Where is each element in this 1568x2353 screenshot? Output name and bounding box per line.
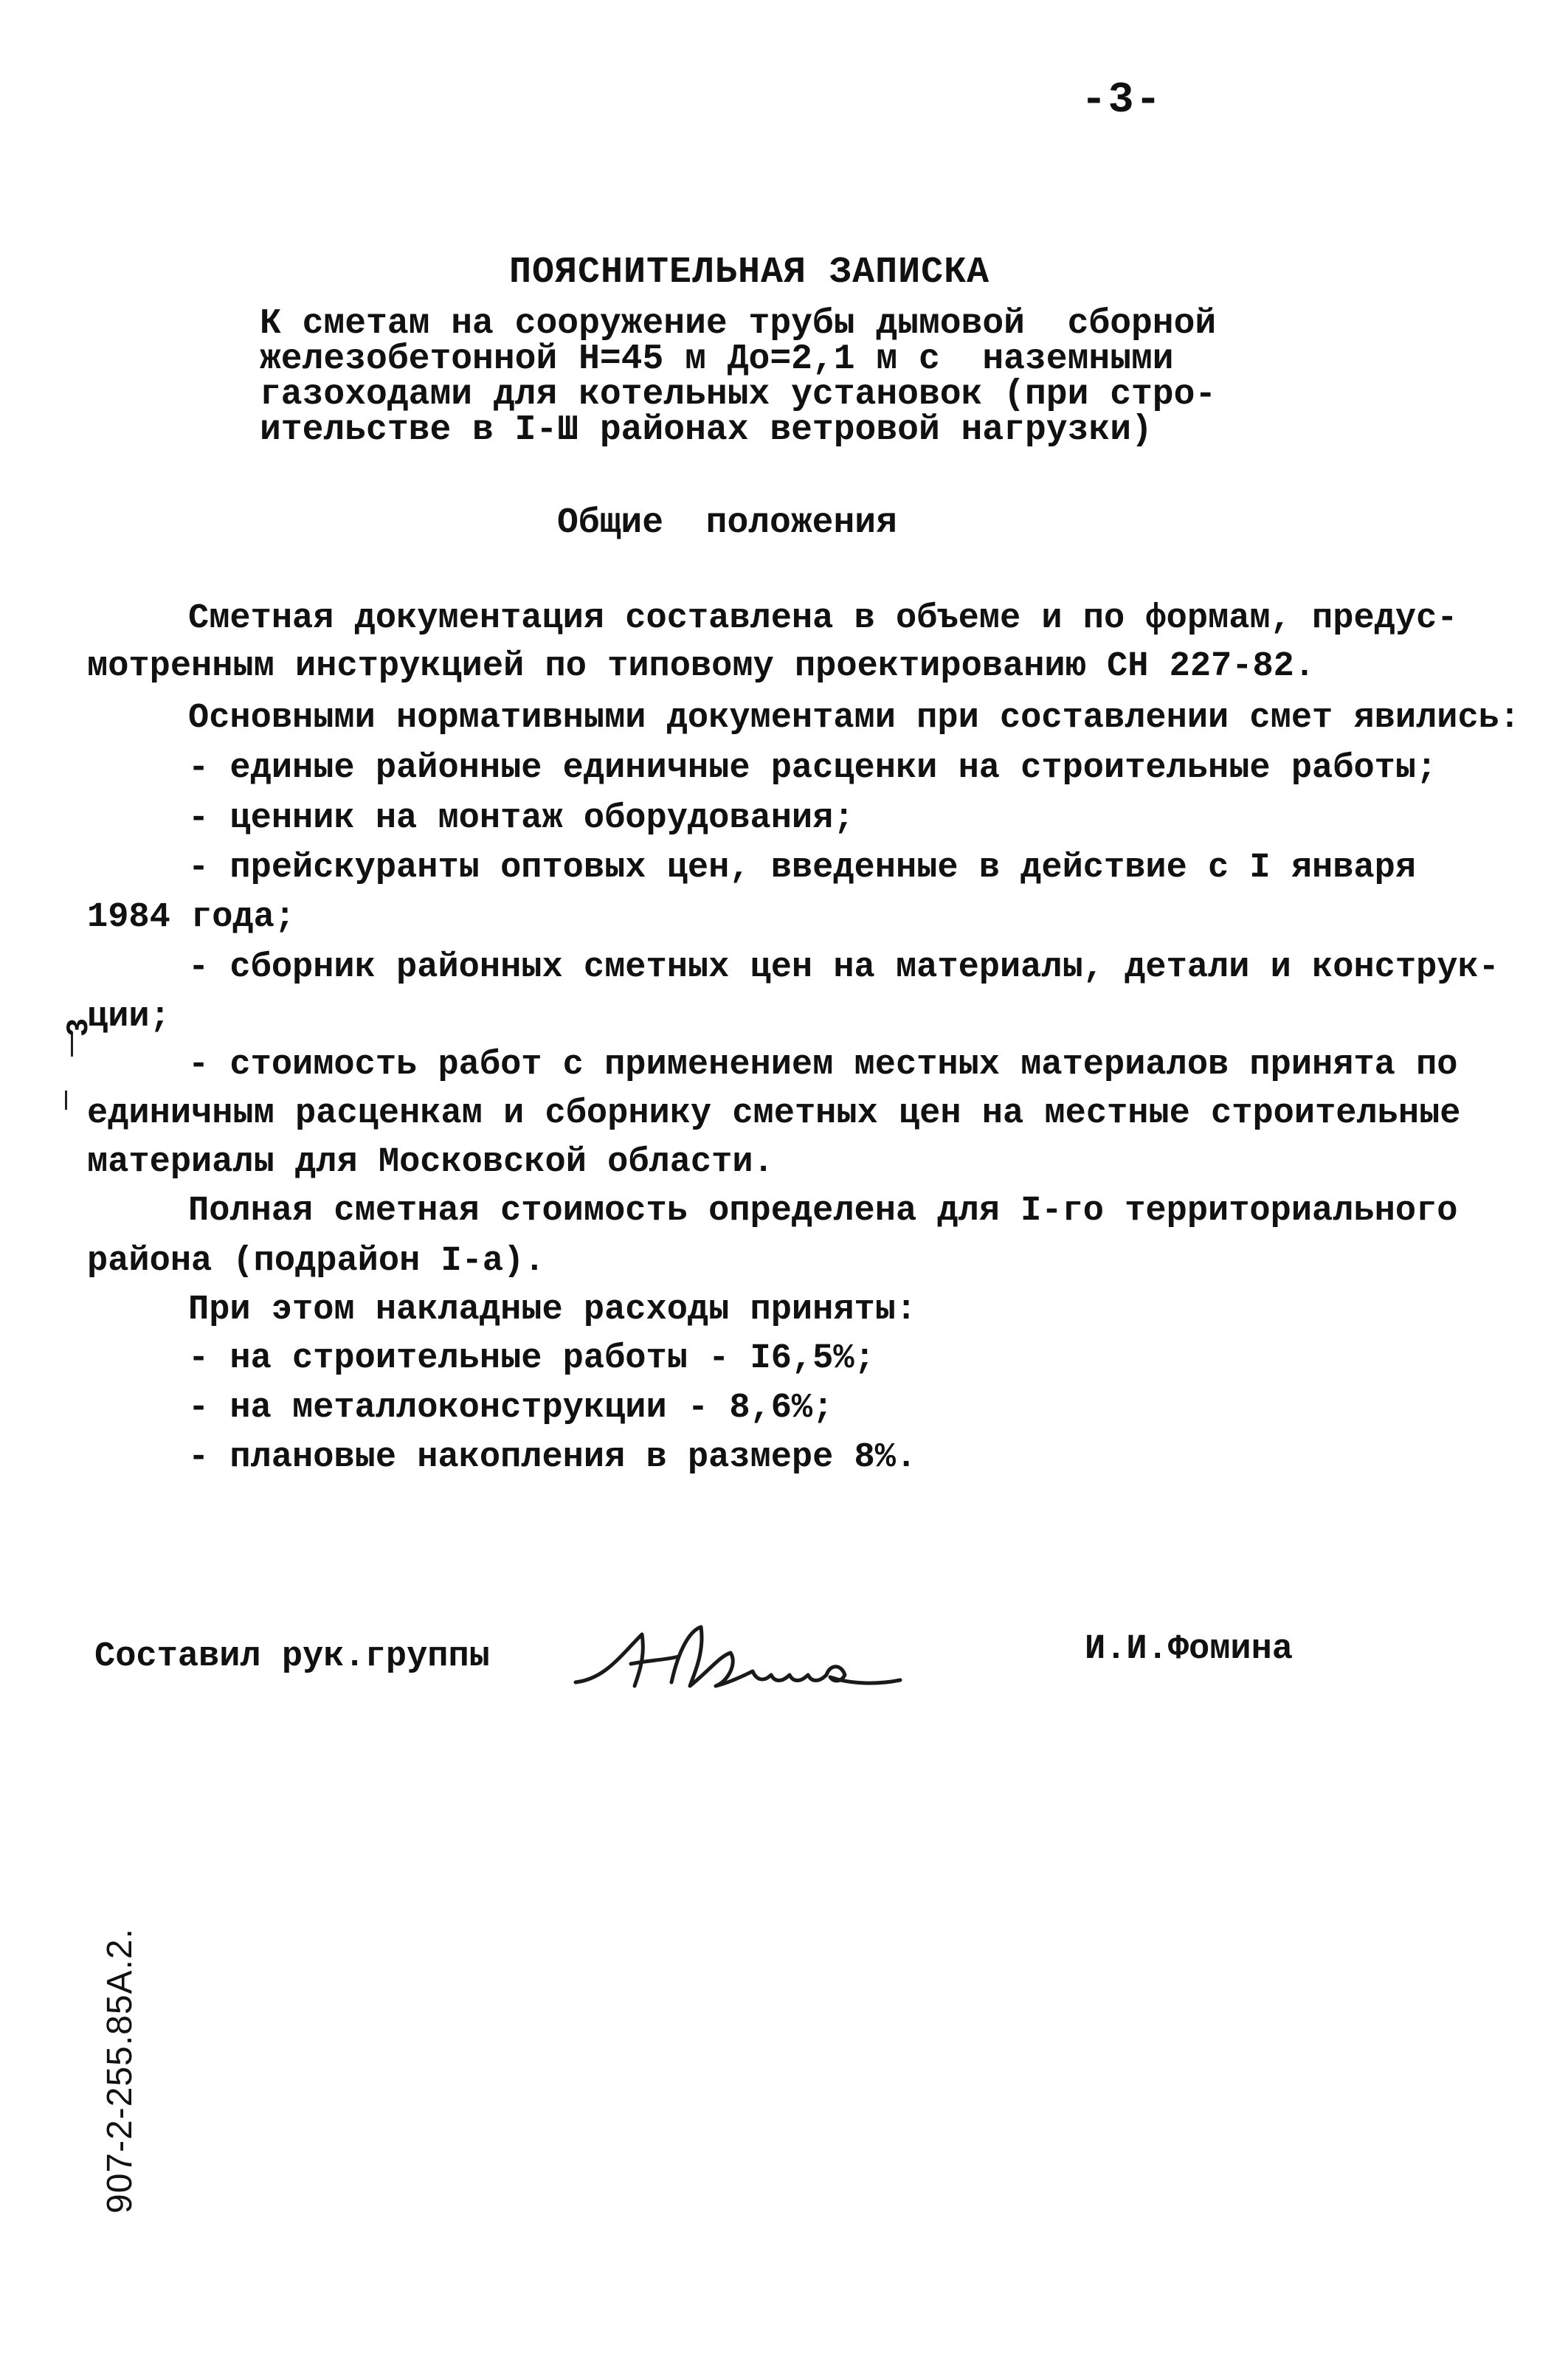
margin-tick — [65, 1091, 67, 1110]
signer-name: И.И.Фомина — [1085, 1630, 1294, 1669]
body-line: ции; — [87, 998, 170, 1037]
body-line: При этом накладные расходы приняты: — [188, 1290, 917, 1330]
margin-mark: 3 — [61, 1017, 97, 1037]
body-line: 1984 года; — [87, 898, 296, 937]
body-line: - сборник районных сметных цен на материалы, детали и конструк- — [188, 948, 1499, 987]
body-line: - ценник на монтаж оборудования; — [188, 799, 854, 838]
body-line: - на металлоконструкции - 8,6%; — [188, 1389, 834, 1428]
subtitle-line: железобетонной Н=45 м До=2,1 м с наземными — [260, 339, 1174, 379]
body-line: мотренным инструкцией по типовому проектированию СН 227-82. — [87, 647, 1316, 686]
body-line: - стоимость работ с применением местных материалов принята по — [188, 1046, 1458, 1085]
body-line: Сметная документация составлена в объеме и по формам, предус- — [188, 599, 1458, 638]
subtitle-line: газоходами для котельных установок (при стро- — [260, 375, 1217, 415]
body-line: - на строительные работы - I6,5%; — [188, 1339, 875, 1378]
body-line: материалы для Московской области. — [87, 1143, 774, 1182]
document-title: ПОЯСНИТЕЛЬНАЯ ЗАПИСКА — [509, 252, 990, 294]
subtitle-line: К сметам на сооружение трубы дымовой сборной — [260, 304, 1217, 344]
subtitle-line: ительстве в I-Ш районах ветровой нагрузки) — [260, 410, 1153, 450]
handwritten-signature — [561, 1612, 930, 1708]
page-number: -3- — [1081, 77, 1163, 125]
document-code: 907-2-255.85А.2. — [100, 1928, 139, 2214]
section-heading: Общие положения — [557, 503, 897, 543]
body-line: - плановые накопления в размере 8%. — [188, 1438, 917, 1477]
signer-label: Составил рук.группы — [94, 1637, 490, 1676]
body-line: - единые районные единичные расценки на строительные работы; — [188, 749, 1437, 788]
body-line: Основными нормативными документами при составлении смет явились: — [188, 699, 1521, 738]
body-line: единичным расценкам и сборнику сметных цен на местные строительные — [87, 1094, 1461, 1133]
body-line: Полная сметная стоимость определена для I-го территориального — [188, 1192, 1458, 1231]
body-line: - прейскуранты оптовых цен, введенные в действие с I января — [188, 849, 1417, 888]
body-line: района (подрайон I-а). — [87, 1242, 545, 1281]
